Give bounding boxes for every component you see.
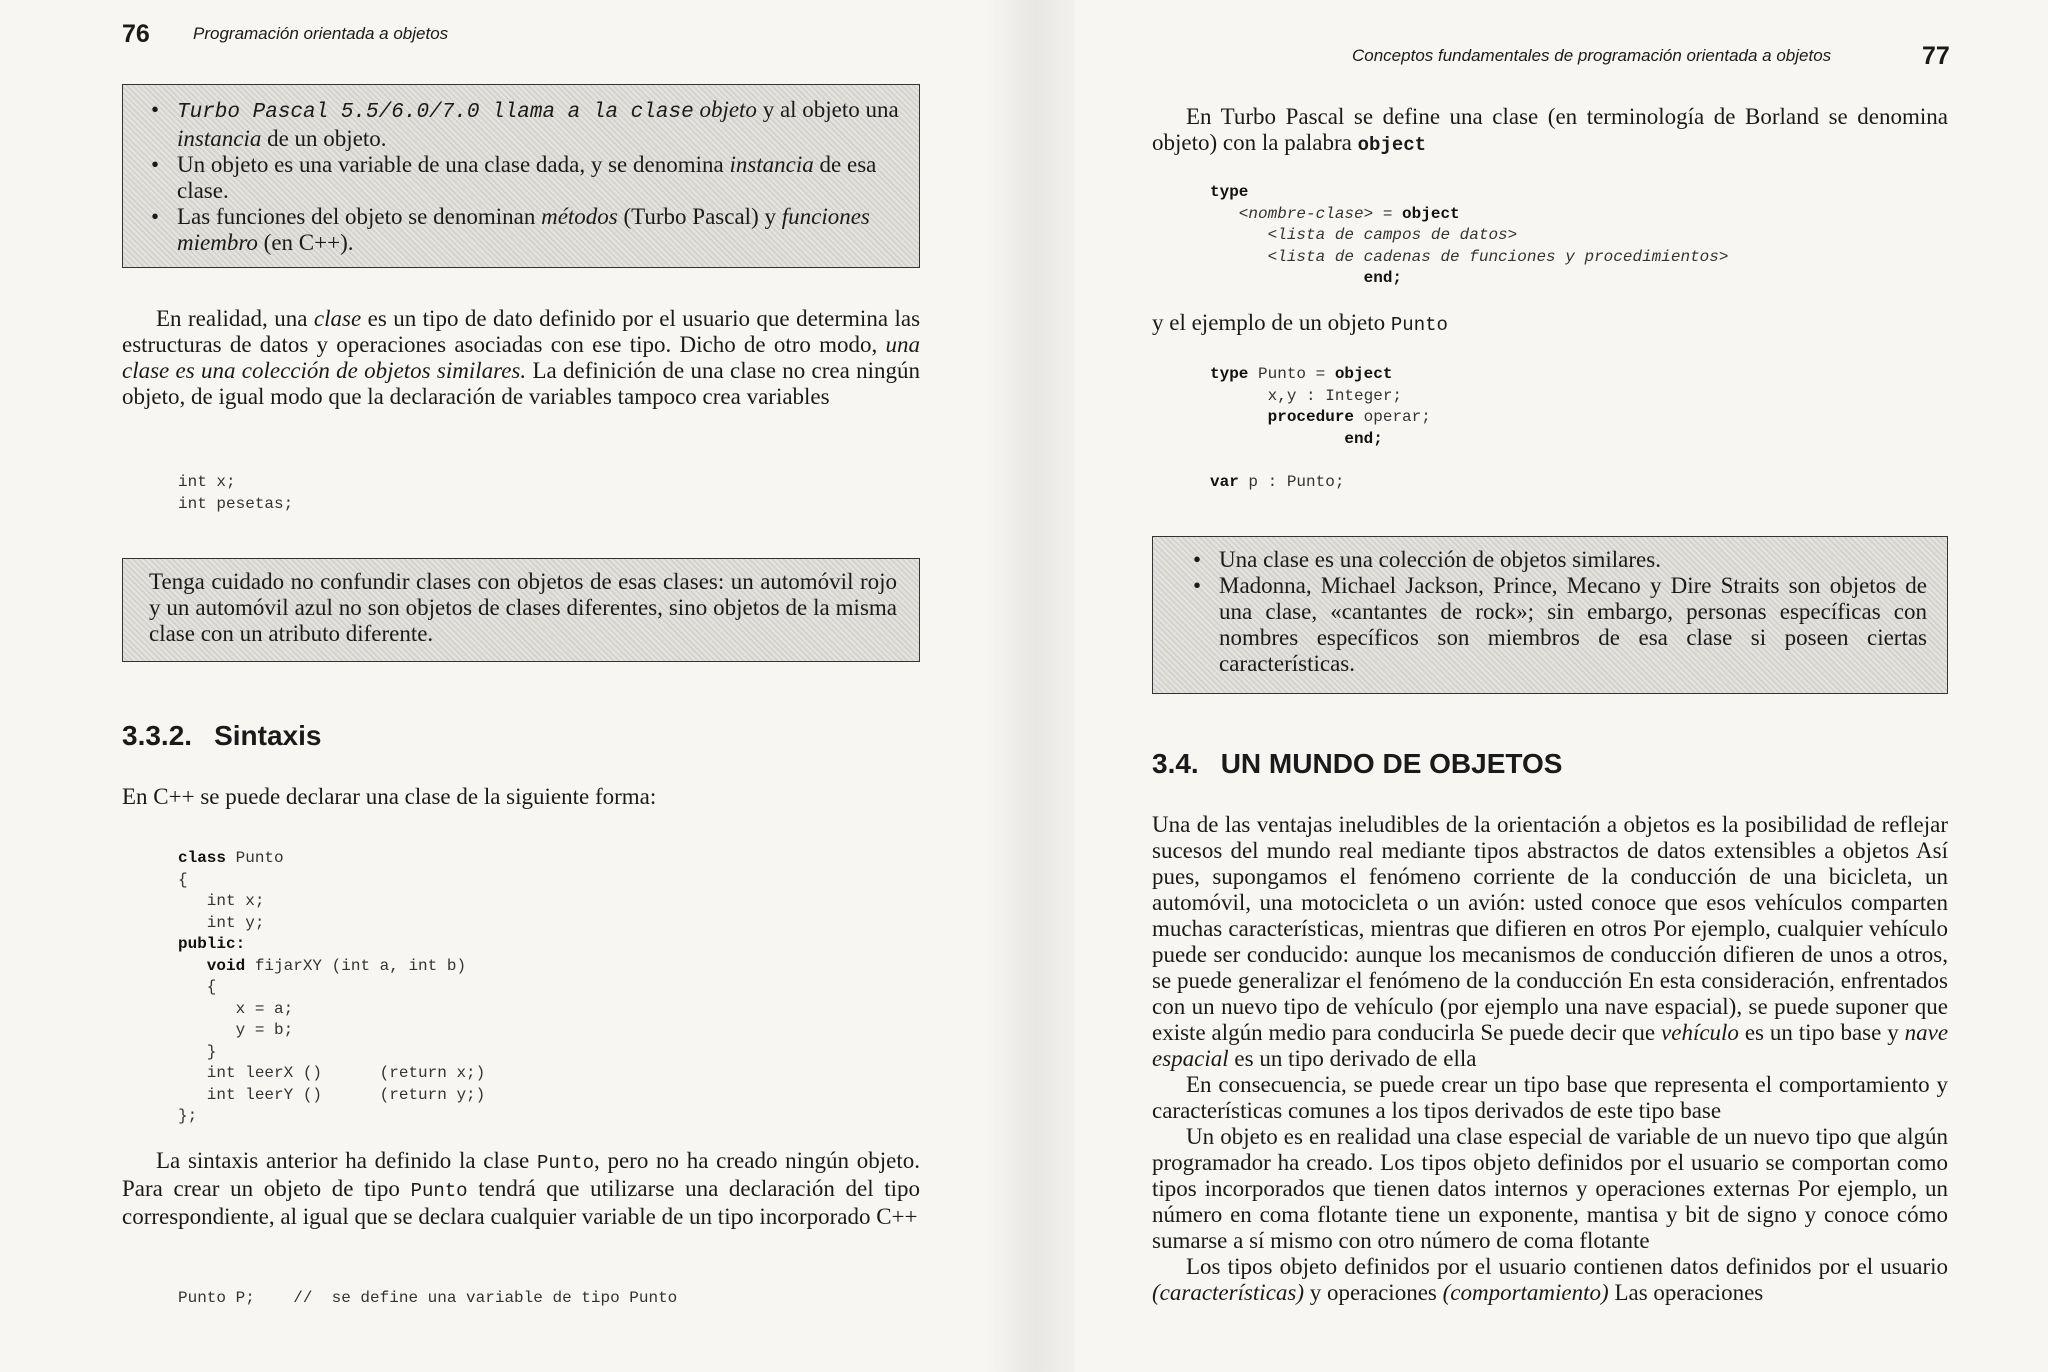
page-number-right: 77 <box>1922 42 1950 70</box>
code-block-pascal-syntax: type <nombre-clase> = object <lista de campos de datos> <lista de cadenas de funciones y procedimientos> end; <box>1210 183 1729 287</box>
code-block-class-punto: class Punto { int x; int y; public: void fijarXY (int a, int b) { x = a; y = b; } int leerX () (return x;) int leerY () (return y;) }; <box>178 849 486 1125</box>
box2-item-1: • Una clase es una colección de objetos similares. <box>1219 547 1927 573</box>
code-block-pascal-punto: type Punto = object x,y : Integer; procedure operar; end; var p : Punto; <box>1210 365 1431 491</box>
paragraph-ejemplo-punto: y el ejemplo de un objeto Punto <box>1152 310 1448 336</box>
paragraph-mundo-objetos: Una de las ventajas ineludibles de la orientación a objetos es la posibilidad de reflejar sucesos del mundo real mediante tipos abstractos de datos extensibles a objetos Así pues, supongamos el fenómeno corriente de la conducción de una bicicleta, un automóvil, una motocicleta o un avión: usted conoce que esos vehículos comparten muchas características, mientras que difieren en otros Por ejemplo, cualquier vehículo puede ser conducido: aunque los mecanismos de conducción difieren de unos a otros, se puede generalizar el fenómeno de la conducción En esta consideración, enfrentados con un nuevo tipo de vehículo (por ejemplo una nave espacial), se puede suponer que existe algún medio para conducirla Se puede decir que vehículo es un tipo base y nave espacial es un tipo derivado de ella En consecuencia, se puede crear un tipo base que representa el comportamiento y características comunes a los tipos derivados de este tipo base Un objeto es en realidad una clase especial de variable de un nuevo tipo que algún programador ha creado. Los tipos objeto definidos por el usuario se comportan como tipos incorporados que tienen datos internos y operaciones externas Por ejemplo, un número en coma flotante tiene un exponente, mantisa y bit de signo y conoce cómo sumarse a sí mismo con otro número de coma flotante Los tipos objeto definidos por el usuario contienen datos definidos por el usuario (características) y operaciones (comportamiento) Las operaciones <box>1152 812 1949 1305</box>
warning-box-clases: Tenga cuidado no confundir clases con objetos de esas clases: un automóvil rojo y un automóvil azul no son objetos de clases diferentes, sino objetos de la misma clase con un atributo diferente. <box>122 558 920 662</box>
paragraph-clase-definicion: En realidad, una clase es un tipo de dato definido por el usuario que determina las estructuras de datos y operaciones asociadas con ese tipo. Dicho de otro modo, una clase es una colección de objetos similares. La definición de una clase no crea ningún objeto, de igual modo que la declaración de variables tampoco crea variables <box>122 306 921 409</box>
book-gutter <box>985 0 1075 1372</box>
box1-item-1: • Turbo Pascal 5.5/6.0/7.0 llama a la clase objeto y al objeto una instancia de un objeto. <box>177 97 899 152</box>
note-box-objetos-similares <box>1152 536 1948 694</box>
code-block-int-vars: int x; int pesetas; <box>178 473 294 513</box>
section-heading-3-4: 3.4. UN MUNDO DE OBJETOS <box>1152 748 1563 779</box>
running-title-left: Programación orientada a objetos <box>193 24 449 43</box>
box1-item-2: • Un objeto es una variable de una clase dada, y se denomina instancia de esa clase. <box>177 152 899 204</box>
box1-item-3: • Las funciones del objeto se denominan métodos (Turbo Pascal) y funciones miembro (en C++). <box>177 204 899 256</box>
box2-item-2: • Madonna, Michael Jackson, Prince, Mecano y Dire Straits son objetos de una clase, «cantantes de rock»; sin embargo, personas específicas con nombres específicos son miembros de esa clase si poseen ciertas características. <box>1219 573 1927 677</box>
paragraph-turbo-pascal-object: En Turbo Pascal se define una clase (en terminología de Borland se denomina objeto) con la palabra object <box>1152 104 1948 156</box>
section-heading-3-3-2: 3.3.2. Sintaxis <box>122 720 322 751</box>
paragraph-cpp-declaracion: En C++ se puede declarar una clase de la siguiente forma: <box>122 784 657 809</box>
paragraph-sintaxis-anterior: La sintaxis anterior ha definido la clase Punto, pero no ha creado ningún objeto. Para crear un objeto de tipo Punto tendrá que utilizarse una declaración del tipo correspondiente, al igual que se declara cualquier variable de un tipo incorporado C++ <box>122 1148 921 1229</box>
code-line-punto-p: Punto P; // se define una variable de tipo Punto <box>178 1289 678 1307</box>
note-box-definitions <box>122 84 920 268</box>
running-title-right: Conceptos fundamentales de programación orientada a objetos <box>1352 46 1832 65</box>
page-number-left: 76 <box>122 20 150 48</box>
